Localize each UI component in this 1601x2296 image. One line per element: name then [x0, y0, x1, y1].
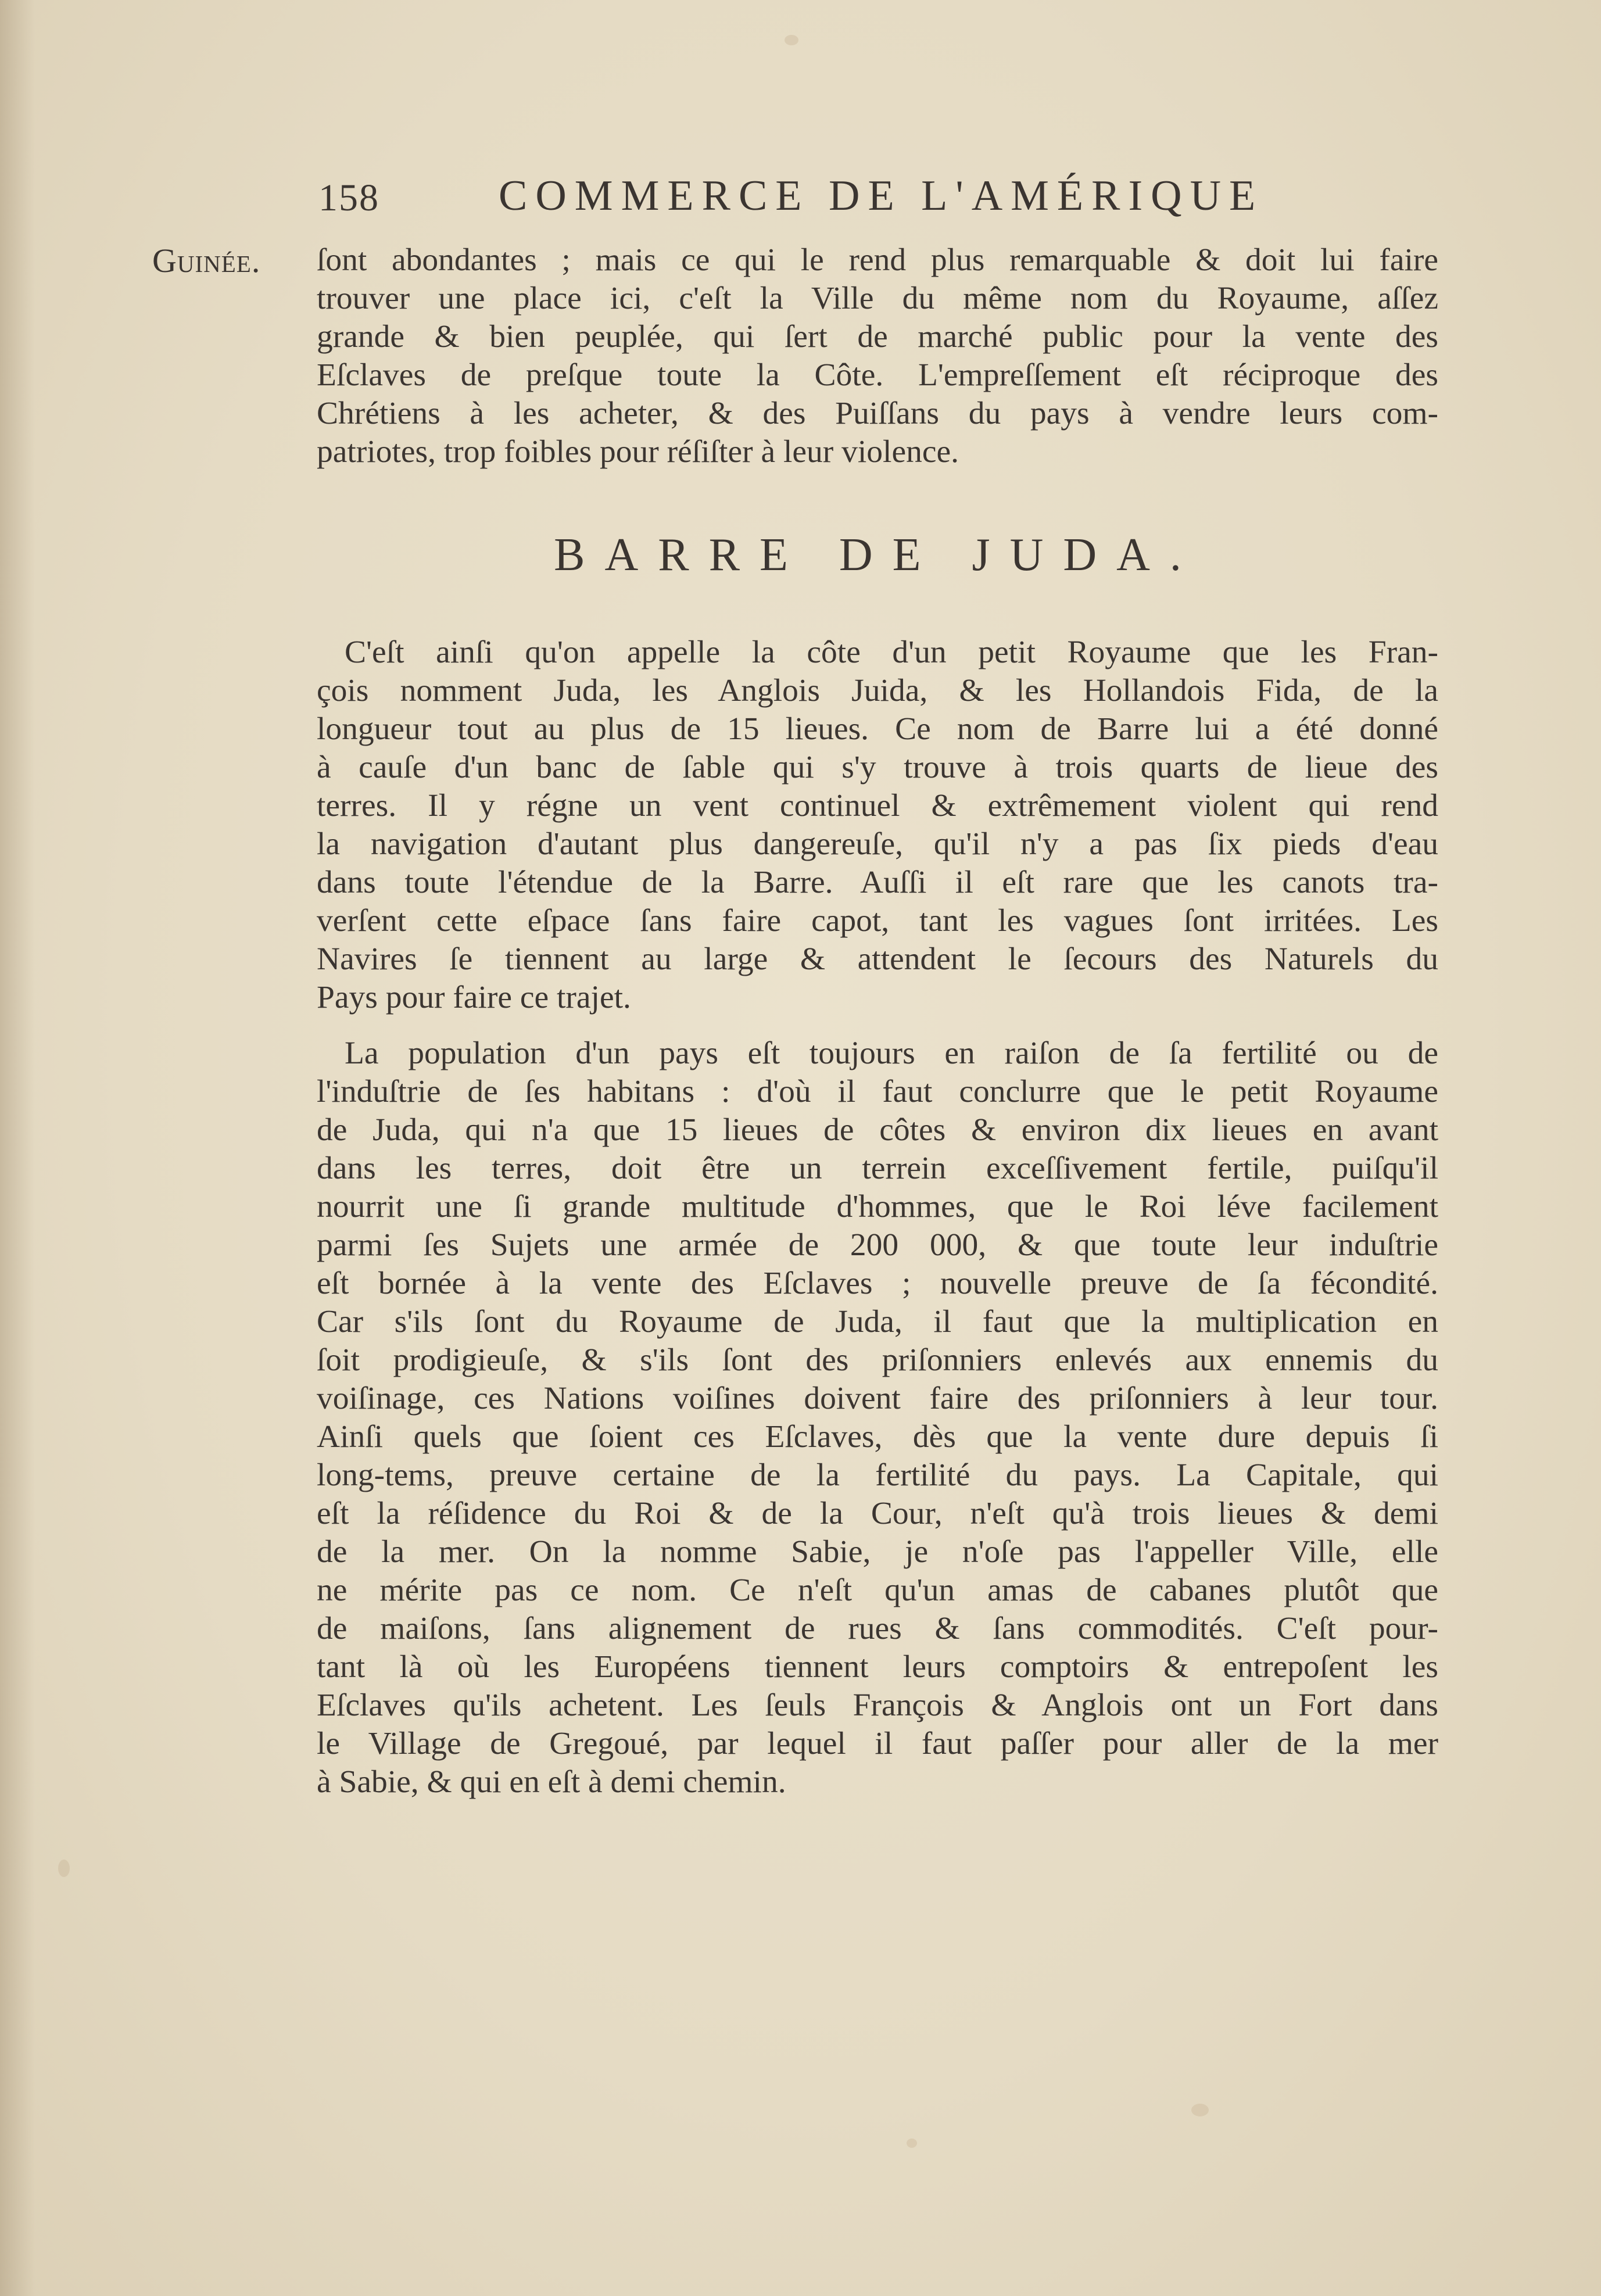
- text-line: Car s'ils ſont du Royaume de Juda, il faut que la multiplication en: [317, 1304, 1438, 1339]
- text-line: ne mérite pas ce nom. Ce n'eſt qu'un amas de cabanes plutôt que: [317, 1573, 1438, 1608]
- section-heading: BARRE DE JUDA.: [554, 529, 1201, 581]
- text-line: eſt bornée à la vente des Eſclaves ; nouvelle preuve de ſa fécondité.: [317, 1266, 1438, 1301]
- gutter-shadow: [0, 0, 35, 2296]
- foxing-spot: [58, 1860, 70, 1877]
- text-line: tant là où les Européens tiennent leurs comptoirs & entrepoſent les: [317, 1649, 1438, 1685]
- text-line: C'eſt ainſi qu'on appelle la côte d'un petit Royaume que les Fran-: [345, 635, 1438, 670]
- text-line: Eſclaves qu'ils achetent. Les ſeuls François & Anglois ont un Fort dans: [317, 1688, 1438, 1723]
- text-line: grande & bien peuplée, qui ſert de marché public pour la vente des: [317, 319, 1438, 354]
- text-line: longueur tout au plus de 15 lieues. Ce nom de Barre lui a été donné: [317, 711, 1438, 747]
- text-line: ſoit prodigieuſe, & s'ils ſont des priſonniers enlevés aux ennemis du: [317, 1342, 1438, 1378]
- text-line: ſont abondantes ; mais ce qui le rend plus remarquable & doit lui faire: [317, 242, 1438, 278]
- text-line: long-tems, preuve certaine de la fertilité du pays. La Capitale, qui: [317, 1457, 1438, 1493]
- text-line: parmi ſes Sujets une armée de 200 000, & que toute leur induſtrie: [317, 1227, 1438, 1263]
- foxing-spot: [785, 35, 798, 45]
- text-line: verſent cette eſpace ſans faire capot, tant les vagues ſont irritées. Les: [317, 903, 1438, 939]
- running-head: [318, 171, 1318, 224]
- text-line: eſt la réſidence du Roi & de la Cour, n'eſt qu'à trois lieues & demi: [317, 1496, 1438, 1531]
- page-number: 158: [318, 177, 379, 219]
- text-line: à Sabie, & qui en eſt à demi chemin.: [317, 1764, 786, 1800]
- foxing-spot: [1191, 2104, 1209, 2116]
- text-line: çois nomment Juda, les Anglois Juida, & les Hollandois Fida, de la: [317, 673, 1438, 708]
- foxing-spot: [907, 2139, 917, 2148]
- text-line: l'induſtrie de ſes habitans : d'où il faut conclurre que le petit Royaume: [317, 1074, 1438, 1109]
- text-line: dans toute l'étendue de la Barre. Auſſi il eſt rare que les canots tra-: [317, 865, 1438, 900]
- text-line: Pays pour faire ce trajet.: [317, 980, 631, 1015]
- text-line: terres. Il y régne un vent continuel & extrêmement violent qui rend: [317, 788, 1438, 823]
- text-line: Navires ſe tiennent au large & attendent le ſecours des Naturels du: [317, 941, 1438, 977]
- paragraph-3: [317, 1034, 1438, 1801]
- text-line: de Juda, qui n'a que 15 lieues de côtes & environ dix lieues en avant: [317, 1112, 1438, 1148]
- text-line: voiſinage, ces Nations voiſines doivent faire des priſonniers à leur tour.: [317, 1381, 1438, 1416]
- text-line: La population d'un pays eſt toujours en raiſon de ſa fertilité ou de: [345, 1036, 1438, 1071]
- text-line: patriotes, trop foibles pour réſiſter à leur violence.: [317, 434, 959, 470]
- text-line: Chrétiens à les acheter, & des Puiſſans du pays à vendre leurs com-: [317, 396, 1438, 431]
- text-line: Eſclaves de preſque toute la Côte. L'empreſſement eſt réciproque des: [317, 357, 1438, 393]
- text-line: le Village de Gregoué, par lequel il faut paſſer pour aller de la mer: [317, 1726, 1438, 1761]
- text-line: trouver une place ici, c'eſt la Ville du même nom du Royaume, aſſez: [317, 281, 1438, 316]
- paragraph-2: [317, 633, 1438, 1017]
- running-title: COMMERCE DE L'AMÉRIQUE: [499, 172, 1264, 220]
- text-line: à cauſe d'un banc de ſable qui s'y trouve à trois quarts de lieue des: [317, 750, 1438, 785]
- margin-note: Guinée.: [152, 242, 261, 280]
- text-line: la navigation d'autant plus dangereuſe, qu'il n'y a pas ſix pieds d'eau: [317, 826, 1438, 862]
- paragraph-1: [317, 241, 1438, 471]
- text-line: de maiſons, ſans alignement de rues & ſans commodités. C'eſt pour-: [317, 1611, 1438, 1646]
- text-line: nourrit une ſi grande multitude d'hommes, que le Roi léve facilement: [317, 1189, 1438, 1224]
- text-line: dans les terres, doit être un terrein exceſſivement fertile, puiſqu'il: [317, 1151, 1438, 1186]
- text-line: de la mer. On la nomme Sabie, je n'oſe pas l'appeller Ville, elle: [317, 1534, 1438, 1570]
- text-line: Ainſi quels que ſoient ces Eſclaves, dès que la vente dure depuis ſi: [317, 1419, 1438, 1455]
